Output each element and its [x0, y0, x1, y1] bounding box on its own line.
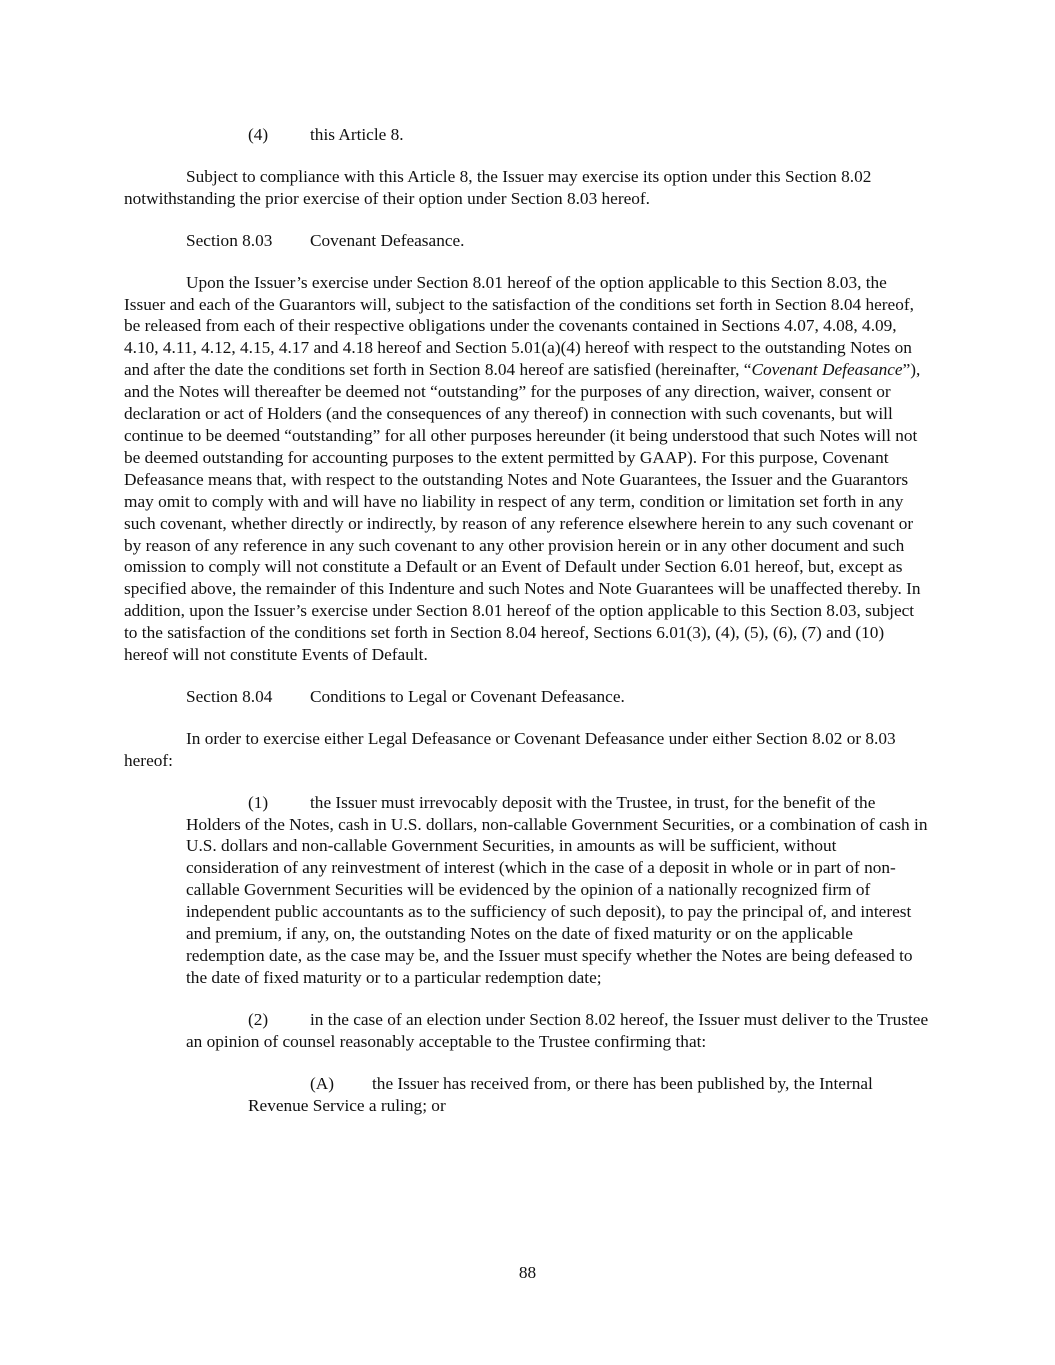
clause-text: the Issuer must irrevocably deposit with the Trustee, in trust, for the benefit of the Holders of the Notes, cash in U.S. dollars, non-callable Government Securities, or a combination of cash in U.S. dollars and non-callable Government Securities, in amounts as will be sufficient, without consideration of any reinvestment of interest (which in the case of a deposit in whole or in part of non-callable Government Securities will be evidenced by the opinion of a nationally recognized firm of independent public accountants as to the sufficiency of such deposit), to pay the principal of, and interest and premium, if any, on, the outstanding Notes on the date of fixed maturity or on the applicable redemption date, as the case may be, and the Issuer must specify whether the Notes are being defeased to the date of fixed maturity or to a particular redemption date;	[186, 792, 928, 987]
section-heading-8-03	[124, 230, 930, 252]
clause-number: (1)	[248, 792, 269, 812]
clause-text: in the case of an election under Section 8.02 hereof, the Issuer must deliver to the Trustee an opinion of counsel reasonably acceptable to the Trustee confirming that:	[186, 1009, 929, 1051]
paragraph-covenant-defeasance	[124, 272, 930, 666]
paragraph-conditions-intro: In order to exercise either Legal Defeasance or Covenant Defeasance under either Section 8.02 or 8.03 hereof:	[124, 728, 896, 770]
paragraph-compliance: Subject to compliance with this Article 8, the Issuer may exercise its option under this Section 8.02 notwithstanding the prior exercise of their option under Section 8.03 hereof.	[124, 166, 872, 208]
paragraph-text-after: ”), and the Notes will thereafter be deemed not “outstanding” for the purposes of any direction, waiver, consent or declaration or act of Holders (and the consequences of any thereof) in connection with such covenants, but will continue to be deemed “outstanding” for all other purposes hereunder (it being understood that such Notes will not be deemed outstanding for accounting purposes to the extent permitted by GAAP). For this purpose, Covenant Defeasance means that, with respect to the outstanding Notes and Note Guarantees, the Issuer and the Guarantors may omit to comply with and will have no liability in respect of any term, condition or limitation set forth in any such covenant, whether directly or indirectly, by reason of any reference elsewhere herein to any such covenant or by reason of any reference in any such covenant to any other provision herein or in any other document and such omission to comply will not constitute a Default or an Event of Default under Section 6.01 hereof, but, except as specified above, the remainder of this Indenture and such Notes and Note Guarantees will be unaffected thereby. In addition, upon the Issuer’s exercise under Section 8.01 hereof of the option applicable to this Section 8.03, subject to the satisfaction of the conditions set forth in Section 8.04 hereof, Sections 6.01(3), (4), (5), (6), (7) and (10) hereof will not constitute Events of Default.	[124, 360, 921, 665]
list-item-4	[124, 124, 930, 146]
defined-term: Covenant Defeasance	[751, 360, 903, 380]
section-title: Conditions to Legal or Covenant Defeasance.	[310, 686, 625, 706]
page-number: 88	[518, 1263, 537, 1282]
document-page	[124, 124, 930, 1116]
clause-letter: (A)	[310, 1073, 334, 1093]
section-heading-8-04	[124, 686, 930, 708]
clause-2	[124, 1009, 930, 1053]
clause-text: the Issuer has received from, or there has been published by, the Internal Revenue Service a ruling; or	[248, 1073, 873, 1115]
paragraph-text-before: Upon the Issuer’s exercise under Section 8.01 hereof of the option applicable to this Section 8.03, the Issuer and each of the Guarantors will, subject to the satisfaction of the conditions set forth in Section 8.04 hereof, be released from each of their respective obligations under the covenants contained in Sections 4.07, 4.08, 4.09, 4.10, 4.11, 4.12, 4.15, 4.17 and 4.18 hereof and Section 5.01(a)(4) hereof with respect to the outstanding Notes on and after the date the conditions set forth in Section 8.04 hereof are satisfied (hereinafter, “	[124, 272, 914, 380]
item-text: this Article 8.	[310, 125, 404, 144]
section-number: Section 8.04	[186, 686, 273, 706]
item-number: (4)	[248, 125, 269, 144]
section-number: Section 8.03	[186, 230, 273, 250]
clause-a	[124, 1073, 930, 1117]
section-title: Covenant Defeasance.	[310, 230, 465, 250]
clause-1	[124, 792, 930, 989]
clause-number: (2)	[248, 1009, 269, 1029]
